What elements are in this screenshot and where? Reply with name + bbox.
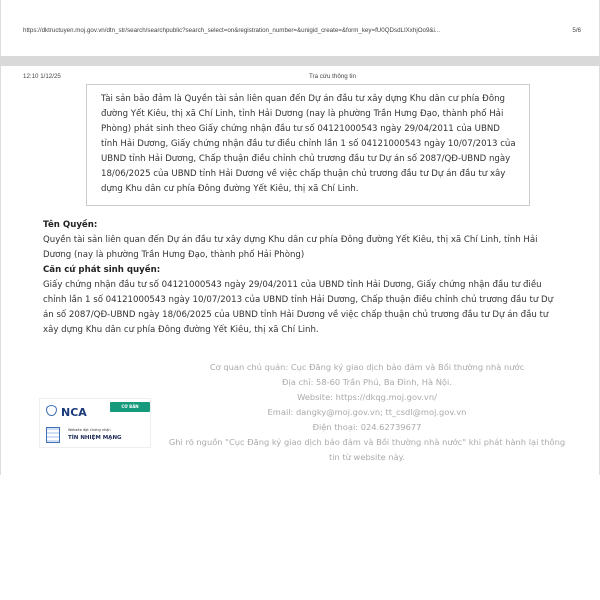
nca-trust-badge[interactable] <box>39 398 151 448</box>
rights-section <box>43 218 563 338</box>
site-footer <box>165 360 569 465</box>
field-value: Quyền tài sản liên quan đến Dự án đầu tư xây dựng Khu dân cư phía Đông đường Yết Kiêu, thị xã Chí Linh, tỉnh Hải Dương (nay là phường Trần Hưng Đạo, thành phố Hải Phòng) <box>43 235 538 260</box>
field-label: Căn cứ phát sinh quyền: <box>43 265 161 275</box>
footer-row <box>39 360 569 465</box>
footer-website[interactable]: Website: https://dkqg.moj.gov.vn/ <box>297 392 437 402</box>
footer-address: Địa chỉ: 58-60 Trần Phú, Ba Đình, Hà Nội. <box>282 377 452 387</box>
page-indicator: 5/6 <box>572 27 581 34</box>
print-datetime: 12:10 1/12/25 <box>23 73 61 80</box>
badge-title: TÍN NHIỆM MẠNG <box>68 434 122 441</box>
certificate-icon <box>46 427 60 443</box>
print-title: Tra cứu thông tin <box>309 73 356 80</box>
page-separator <box>0 56 600 66</box>
badge-level: CƠ BẢN <box>110 402 150 412</box>
footer-agency: Cơ quan chủ quản: Cục Đăng ký giao dịch bảo đảm và Bồi thường nhà nước <box>209 362 525 372</box>
document-page <box>0 66 600 475</box>
shield-icon <box>46 405 57 416</box>
footer-source-note: Ghi rõ nguồn "Cục Đăng ký giao dịch bảo đảm và Bồi thường nhà nước" khi phát hành lại thông tin từ website này. <box>168 437 566 462</box>
browser-print-header <box>0 0 600 56</box>
badge-subtitle: Website đạt chứng nhận <box>68 427 111 432</box>
footer-phone: Điện thoại: 024.62739677 <box>312 422 422 432</box>
field-value: Giấy chứng nhận đầu tư số 04121000543 ngày 29/04/2011 của UBND tỉnh Hải Dương, Giấy chứng nhận đầu tư điều chỉnh lần 1 số 04121000543 ngày 10/07/2013 của UBND tỉnh Hải Dương, Chấp thuận điều chỉnh chủ trương đầu tư Dự án số 2087/QĐ-UBND ngày 18/06/2025 của UBND tỉnh Hải Dương về việc chấp thuận chủ trương đầu tư Dự án đầu tư xây dựng Khu dân cư phía Đông đường Yết Kiêu, thị xã Chí Linh. <box>43 280 554 335</box>
field-label: Tên Quyền: <box>43 220 98 230</box>
footer-email[interactable]: Email: dangky@moj.gov.vn; tt_csdl@moj.gov.vn <box>267 407 467 417</box>
page-url: https://dktructuyen.moj.gov.vn/dtn_str/search/searchpublic?search_select=on&registration_number=&unigid_create=&form_key=fU0QDsdLIXxhjOo9&i... <box>23 27 441 34</box>
badge-brand: NCA <box>61 405 87 419</box>
asset-description-box: Tài sản bảo đảm là Quyền tài sản liên quan đến Dự án đầu tư xây dựng Khu dân cư phía Đông đường Yết Kiêu, thị xã Chí Linh, tỉnh Hải Dương (nay là phường Trần Hưng Đạo, thành phố Hải Phòng) phát sinh theo Giấy chứng nhận đầu tư số 04121000543 ngày 29/04/2011 của UBND tỉnh Hải Dương, Giấy chứng nhận đầu tư điều chỉnh lần 1 số 04121000543 ngày 10/07/2013 của UBND tỉnh Hải Dương, Chấp thuận điều chỉnh chủ trương đầu tư Dự án số 2087/QĐ-UBND ngày 18/06/2025 của UBND tỉnh Hải Dương về việc chấp thuận chủ trương đầu tư Dự án đầu tư xây dựng Khu dân cư phía Đông đường Yết Kiêu, thị xã Chí Linh. <box>86 84 530 206</box>
